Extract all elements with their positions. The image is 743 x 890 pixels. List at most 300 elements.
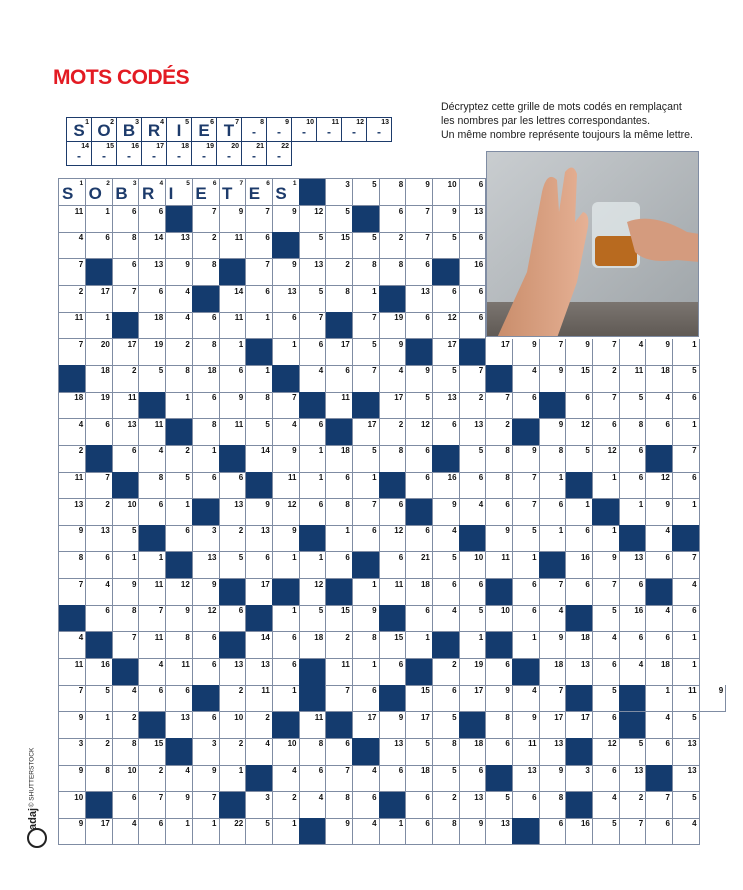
grid-cell[interactable]: [272, 445, 299, 472]
grid-cell[interactable]: [406, 286, 433, 313]
grid-cell[interactable]: [219, 206, 246, 233]
grid-cell[interactable]: [539, 365, 566, 392]
grid-cell[interactable]: [86, 365, 113, 392]
grid-cell[interactable]: [592, 605, 619, 632]
grid-cell[interactable]: [459, 179, 486, 206]
grid-cell[interactable]: [59, 712, 86, 739]
grid-cell[interactable]: [512, 792, 539, 819]
grid-cell[interactable]: [379, 738, 406, 765]
grid-cell[interactable]: [566, 818, 593, 845]
grid-cell[interactable]: [432, 765, 459, 792]
grid-cell[interactable]: [59, 312, 86, 339]
grid-cell[interactable]: [272, 632, 299, 659]
grid-cell[interactable]: [432, 419, 459, 446]
grid-cell[interactable]: [139, 419, 166, 446]
grid-cell[interactable]: [272, 206, 299, 233]
grid-cell[interactable]: [432, 312, 459, 339]
grid-cell[interactable]: [246, 365, 273, 392]
grid-cell[interactable]: [192, 765, 219, 792]
grid-cell[interactable]: [299, 419, 326, 446]
grid-cell[interactable]: [112, 445, 139, 472]
grid-cell[interactable]: [672, 552, 699, 579]
grid-cell[interactable]: [299, 499, 326, 526]
grid-cell[interactable]: [459, 659, 486, 686]
grid-cell[interactable]: [486, 392, 513, 419]
grid-cell[interactable]: [326, 685, 353, 712]
grid-cell[interactable]: [192, 792, 219, 819]
grid-cell[interactable]: [166, 286, 193, 313]
grid-cell[interactable]: [486, 552, 513, 579]
grid-cell[interactable]: [352, 712, 379, 739]
key-cell[interactable]: [242, 142, 267, 166]
key-cell[interactable]: [117, 142, 142, 166]
grid-cell[interactable]: [219, 659, 246, 686]
grid-cell[interactable]: [272, 499, 299, 526]
grid-cell[interactable]: [246, 685, 273, 712]
grid-cell[interactable]: [592, 445, 619, 472]
grid-cell[interactable]: [59, 659, 86, 686]
grid-cell[interactable]: [539, 632, 566, 659]
key-cell[interactable]: [192, 118, 217, 142]
grid-cell[interactable]: [326, 365, 353, 392]
grid-cell[interactable]: [486, 685, 513, 712]
grid-cell[interactable]: [379, 206, 406, 233]
grid-cell[interactable]: [379, 392, 406, 419]
grid-cell[interactable]: [272, 286, 299, 313]
grid-cell[interactable]: [566, 525, 593, 552]
grid-cell[interactable]: [592, 659, 619, 686]
grid-cell[interactable]: [646, 605, 673, 632]
grid-cell[interactable]: [539, 472, 566, 499]
grid-cell[interactable]: [672, 659, 699, 686]
grid-cell[interactable]: [192, 659, 219, 686]
grid-cell[interactable]: [459, 312, 486, 339]
grid-cell[interactable]: [86, 286, 113, 313]
grid-cell[interactable]: [86, 712, 113, 739]
grid-cell[interactable]: [112, 179, 139, 206]
grid-cell[interactable]: [592, 525, 619, 552]
grid-cell[interactable]: [59, 792, 86, 819]
grid-cell[interactable]: [672, 472, 699, 499]
grid-cell[interactable]: [646, 365, 673, 392]
grid-cell[interactable]: [459, 792, 486, 819]
grid-cell[interactable]: [619, 472, 646, 499]
grid-cell[interactable]: [672, 712, 699, 739]
grid-cell[interactable]: [539, 659, 566, 686]
grid-cell[interactable]: [459, 232, 486, 259]
grid-cell[interactable]: [139, 286, 166, 313]
grid-cell[interactable]: [112, 579, 139, 606]
grid-cell[interactable]: [166, 712, 193, 739]
grid-cell[interactable]: [566, 659, 593, 686]
grid-cell[interactable]: [379, 179, 406, 206]
grid-cell[interactable]: [459, 392, 486, 419]
grid-cell[interactable]: [592, 579, 619, 606]
grid-cell[interactable]: [406, 472, 433, 499]
grid-cell[interactable]: [379, 552, 406, 579]
grid-cell[interactable]: [112, 232, 139, 259]
grid-cell[interactable]: [619, 792, 646, 819]
grid-cell[interactable]: [592, 632, 619, 659]
grid-cell[interactable]: [672, 499, 699, 526]
grid-cell[interactable]: [86, 525, 113, 552]
grid-cell[interactable]: [192, 232, 219, 259]
grid-cell[interactable]: [192, 738, 219, 765]
grid-cell[interactable]: [86, 818, 113, 845]
grid-cell[interactable]: [432, 179, 459, 206]
grid-cell[interactable]: [86, 738, 113, 765]
key-cell[interactable]: [317, 118, 342, 142]
grid-cell[interactable]: [326, 286, 353, 313]
grid-cell[interactable]: [406, 765, 433, 792]
grid-cell[interactable]: [672, 818, 699, 845]
grid-cell[interactable]: [166, 792, 193, 819]
grid-cell[interactable]: [219, 552, 246, 579]
grid-cell[interactable]: [112, 419, 139, 446]
grid-cell[interactable]: [379, 232, 406, 259]
grid-cell[interactable]: [112, 792, 139, 819]
grid-cell[interactable]: [406, 605, 433, 632]
grid-cell[interactable]: [459, 579, 486, 606]
grid-cell[interactable]: [566, 392, 593, 419]
grid-cell[interactable]: [672, 392, 699, 419]
grid-cell[interactable]: [486, 659, 513, 686]
grid-cell[interactable]: [272, 818, 299, 845]
grid-cell[interactable]: [166, 365, 193, 392]
grid-cell[interactable]: [432, 499, 459, 526]
grid-cell[interactable]: [139, 339, 166, 366]
grid-cell[interactable]: [246, 392, 273, 419]
grid-cell[interactable]: [299, 579, 326, 606]
grid-cell[interactable]: [646, 339, 673, 366]
grid-cell[interactable]: [406, 525, 433, 552]
grid-cell[interactable]: [406, 445, 433, 472]
grid-cell[interactable]: [272, 685, 299, 712]
grid-cell[interactable]: [86, 232, 113, 259]
grid-cell[interactable]: [406, 685, 433, 712]
grid-cell[interactable]: [166, 312, 193, 339]
grid-cell[interactable]: [272, 419, 299, 446]
grid-cell[interactable]: [299, 206, 326, 233]
grid-cell[interactable]: [512, 712, 539, 739]
grid-cell[interactable]: [406, 365, 433, 392]
grid-cell[interactable]: [326, 232, 353, 259]
grid-cell[interactable]: [166, 259, 193, 286]
grid-cell[interactable]: [406, 179, 433, 206]
grid-cell[interactable]: [326, 339, 353, 366]
grid-cell[interactable]: [272, 179, 299, 206]
grid-cell[interactable]: [139, 445, 166, 472]
grid-cell[interactable]: [459, 445, 486, 472]
grid-cell[interactable]: [246, 659, 273, 686]
grid-cell[interactable]: [112, 525, 139, 552]
grid-cell[interactable]: [246, 286, 273, 313]
grid-cell[interactable]: [246, 738, 273, 765]
grid-cell[interactable]: [539, 339, 566, 366]
grid-cell[interactable]: [192, 579, 219, 606]
grid-cell[interactable]: [299, 765, 326, 792]
grid-cell[interactable]: [299, 365, 326, 392]
grid-cell[interactable]: [112, 499, 139, 526]
grid-cell[interactable]: [86, 605, 113, 632]
grid-cell[interactable]: [672, 632, 699, 659]
grid-cell[interactable]: [299, 232, 326, 259]
grid-cell[interactable]: [619, 765, 646, 792]
grid-cell[interactable]: [566, 419, 593, 446]
grid-cell[interactable]: [139, 552, 166, 579]
grid-cell[interactable]: [219, 312, 246, 339]
grid-cell[interactable]: [219, 392, 246, 419]
grid-cell[interactable]: [459, 365, 486, 392]
grid-cell[interactable]: [459, 552, 486, 579]
grid-cell[interactable]: [299, 472, 326, 499]
grid-cell[interactable]: [326, 499, 353, 526]
grid-cell[interactable]: [246, 792, 273, 819]
grid-cell[interactable]: [566, 579, 593, 606]
grid-cell[interactable]: [646, 738, 673, 765]
key-cell[interactable]: [167, 142, 192, 166]
grid-cell[interactable]: [139, 605, 166, 632]
grid-cell[interactable]: [326, 392, 353, 419]
grid-cell[interactable]: [59, 818, 86, 845]
grid-cell[interactable]: [326, 738, 353, 765]
grid-cell[interactable]: [219, 712, 246, 739]
grid-cell[interactable]: [619, 579, 646, 606]
grid-cell[interactable]: [352, 286, 379, 313]
grid-cell[interactable]: [59, 632, 86, 659]
grid-cell[interactable]: [459, 499, 486, 526]
grid-cell[interactable]: [59, 499, 86, 526]
grid-cell[interactable]: [539, 765, 566, 792]
grid-cell[interactable]: [192, 525, 219, 552]
grid-cell[interactable]: [272, 525, 299, 552]
grid-cell[interactable]: [432, 579, 459, 606]
grid-cell[interactable]: [486, 818, 513, 845]
grid-cell[interactable]: [219, 339, 246, 366]
grid-cell[interactable]: [406, 232, 433, 259]
grid-cell[interactable]: [352, 339, 379, 366]
grid-cell[interactable]: [326, 525, 353, 552]
grid-cell[interactable]: [166, 445, 193, 472]
grid-cell[interactable]: [459, 765, 486, 792]
grid-cell[interactable]: [592, 472, 619, 499]
grid-cell[interactable]: [352, 792, 379, 819]
grid-cell[interactable]: [219, 765, 246, 792]
grid-cell[interactable]: [86, 419, 113, 446]
grid-cell[interactable]: [406, 792, 433, 819]
grid-cell[interactable]: [219, 472, 246, 499]
key-cell[interactable]: [367, 118, 392, 142]
grid-cell[interactable]: [379, 632, 406, 659]
grid-cell[interactable]: [166, 605, 193, 632]
grid-cell[interactable]: [352, 365, 379, 392]
grid-cell[interactable]: [139, 472, 166, 499]
grid-cell[interactable]: [646, 818, 673, 845]
grid-cell[interactable]: [59, 525, 86, 552]
grid-cell[interactable]: [326, 472, 353, 499]
grid-cell[interactable]: [59, 685, 86, 712]
grid-cell[interactable]: [139, 365, 166, 392]
grid-cell[interactable]: [539, 712, 566, 739]
grid-cell[interactable]: [352, 579, 379, 606]
grid-cell[interactable]: [566, 445, 593, 472]
grid-cell[interactable]: [646, 792, 673, 819]
key-cell[interactable]: [267, 118, 292, 142]
grid-cell[interactable]: [139, 579, 166, 606]
grid-cell[interactable]: [86, 659, 113, 686]
grid-cell[interactable]: [566, 499, 593, 526]
grid-cell[interactable]: [139, 259, 166, 286]
key-cell[interactable]: [192, 142, 217, 166]
grid-cell[interactable]: [566, 712, 593, 739]
grid-cell[interactable]: [86, 312, 113, 339]
grid-cell[interactable]: [272, 765, 299, 792]
grid-cell[interactable]: [112, 259, 139, 286]
grid-cell[interactable]: [592, 792, 619, 819]
grid-cell[interactable]: [406, 392, 433, 419]
grid-cell[interactable]: [246, 232, 273, 259]
grid-cell[interactable]: [619, 339, 646, 366]
grid-cell[interactable]: [219, 525, 246, 552]
grid-cell[interactable]: [512, 339, 539, 366]
grid-cell[interactable]: [139, 818, 166, 845]
grid-cell[interactable]: [299, 792, 326, 819]
grid-cell[interactable]: [219, 605, 246, 632]
grid-cell[interactable]: [86, 685, 113, 712]
grid-cell[interactable]: [219, 419, 246, 446]
grid-cell[interactable]: [432, 818, 459, 845]
grid-cell[interactable]: [539, 818, 566, 845]
grid-cell[interactable]: [246, 499, 273, 526]
grid-cell[interactable]: [486, 738, 513, 765]
grid-cell[interactable]: [486, 712, 513, 739]
grid-cell[interactable]: [352, 232, 379, 259]
grid-cell[interactable]: [672, 792, 699, 819]
grid-cell[interactable]: [192, 419, 219, 446]
grid-cell[interactable]: [512, 392, 539, 419]
grid-cell[interactable]: [646, 525, 673, 552]
grid-cell[interactable]: [112, 632, 139, 659]
grid-cell[interactable]: [326, 659, 353, 686]
grid-cell[interactable]: [299, 312, 326, 339]
grid-cell[interactable]: [166, 525, 193, 552]
grid-cell[interactable]: [59, 419, 86, 446]
grid-cell[interactable]: [139, 632, 166, 659]
key-cell[interactable]: [67, 118, 92, 142]
grid-cell[interactable]: [539, 605, 566, 632]
grid-cell[interactable]: [112, 818, 139, 845]
grid-cell[interactable]: [352, 472, 379, 499]
grid-cell[interactable]: [592, 419, 619, 446]
grid-cell[interactable]: [646, 472, 673, 499]
grid-cell[interactable]: [486, 472, 513, 499]
key-cell[interactable]: [217, 142, 242, 166]
key-cell[interactable]: [167, 118, 192, 142]
grid-cell[interactable]: [539, 685, 566, 712]
grid-cell[interactable]: [139, 685, 166, 712]
grid-cell[interactable]: [406, 579, 433, 606]
grid-cell[interactable]: [539, 738, 566, 765]
grid-cell[interactable]: [379, 499, 406, 526]
grid-cell[interactable]: [326, 206, 353, 233]
grid-cell[interactable]: [619, 632, 646, 659]
grid-cell[interactable]: [646, 392, 673, 419]
grid-cell[interactable]: [166, 818, 193, 845]
grid-cell[interactable]: [219, 818, 246, 845]
grid-cell[interactable]: [112, 552, 139, 579]
grid-cell[interactable]: [299, 339, 326, 366]
grid-cell[interactable]: [619, 659, 646, 686]
grid-cell[interactable]: [379, 339, 406, 366]
grid-cell[interactable]: [566, 552, 593, 579]
grid-cell[interactable]: [166, 632, 193, 659]
grid-cell[interactable]: [246, 312, 273, 339]
grid-cell[interactable]: [352, 525, 379, 552]
grid-cell[interactable]: [59, 445, 86, 472]
grid-cell[interactable]: [166, 765, 193, 792]
grid-cell[interactable]: [219, 179, 246, 206]
grid-cell[interactable]: [379, 365, 406, 392]
key-cell[interactable]: [92, 118, 117, 142]
grid-cell[interactable]: [512, 579, 539, 606]
grid-cell[interactable]: [59, 738, 86, 765]
grid-cell[interactable]: [166, 339, 193, 366]
grid-cell[interactable]: [246, 579, 273, 606]
grid-cell[interactable]: [379, 765, 406, 792]
grid-cell[interactable]: [672, 365, 699, 392]
grid-cell[interactable]: [486, 792, 513, 819]
grid-cell[interactable]: [59, 339, 86, 366]
grid-cell[interactable]: [219, 286, 246, 313]
grid-cell[interactable]: [166, 659, 193, 686]
grid-cell[interactable]: [459, 286, 486, 313]
grid-cell[interactable]: [512, 765, 539, 792]
grid-cell[interactable]: [272, 392, 299, 419]
grid-cell[interactable]: [379, 818, 406, 845]
grid-cell[interactable]: [112, 712, 139, 739]
grid-cell[interactable]: [486, 525, 513, 552]
grid-cell[interactable]: [112, 765, 139, 792]
grid-cell[interactable]: [459, 419, 486, 446]
grid-cell[interactable]: [672, 339, 699, 366]
grid-cell[interactable]: [192, 712, 219, 739]
grid-cell[interactable]: [299, 738, 326, 765]
grid-cell[interactable]: [192, 392, 219, 419]
grid-cell[interactable]: [272, 738, 299, 765]
grid-cell[interactable]: [219, 738, 246, 765]
grid-cell[interactable]: [299, 286, 326, 313]
key-cell[interactable]: [117, 118, 142, 142]
grid-cell[interactable]: [112, 365, 139, 392]
grid-cell[interactable]: [646, 659, 673, 686]
grid-cell[interactable]: [406, 206, 433, 233]
grid-cell[interactable]: [672, 765, 699, 792]
grid-cell[interactable]: [406, 632, 433, 659]
grid-cell[interactable]: [86, 552, 113, 579]
grid-cell[interactable]: [459, 818, 486, 845]
grid-cell[interactable]: [272, 472, 299, 499]
grid-cell[interactable]: [352, 179, 379, 206]
grid-cell[interactable]: [86, 179, 113, 206]
grid-cell[interactable]: [592, 365, 619, 392]
grid-cell[interactable]: [299, 632, 326, 659]
grid-cell[interactable]: [646, 712, 673, 739]
grid-cell[interactable]: [192, 605, 219, 632]
grid-cell[interactable]: [139, 312, 166, 339]
grid-cell[interactable]: [459, 685, 486, 712]
grid-cell[interactable]: [299, 605, 326, 632]
grid-cell[interactable]: [459, 472, 486, 499]
